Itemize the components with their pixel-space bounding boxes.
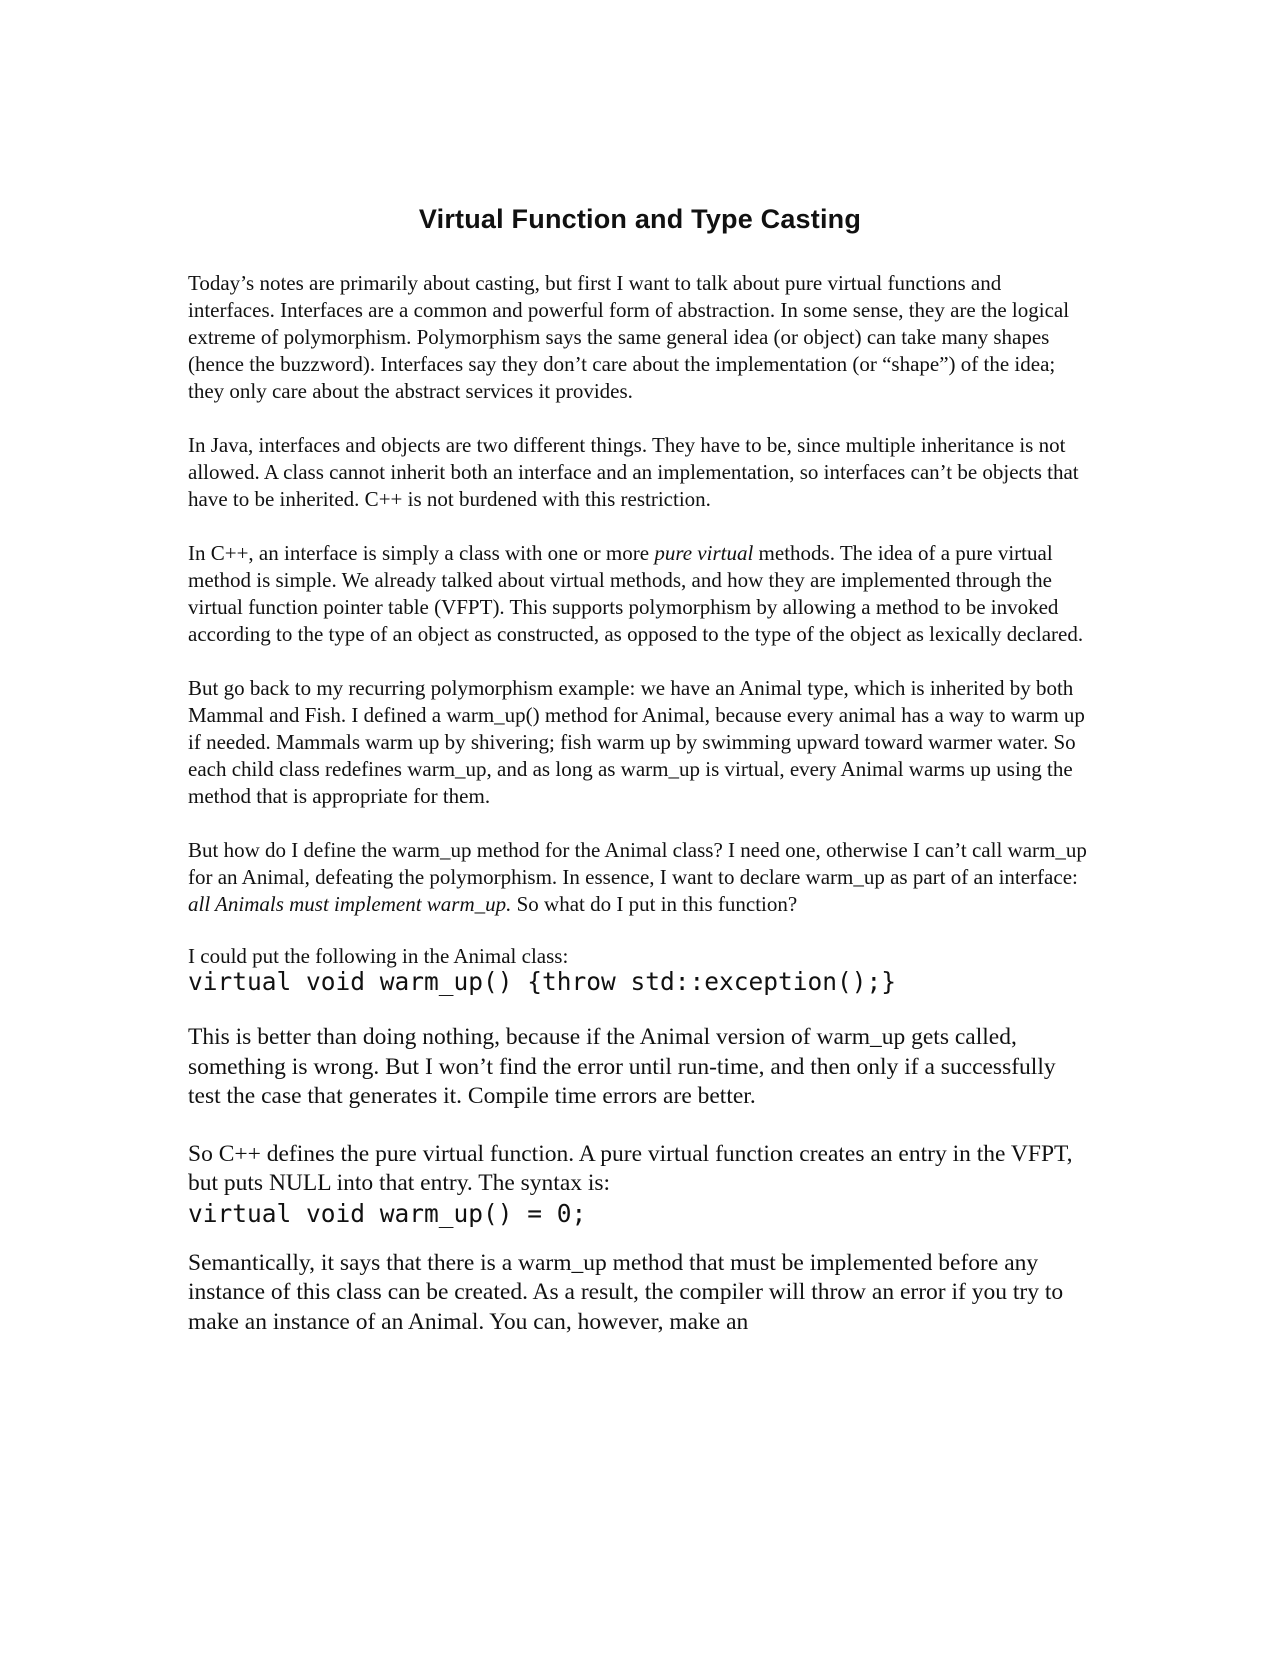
paragraph-runtime-error: This is better than doing nothing, because if the Animal version of warm_up gets called, something is wrong. But I won’t find the error until run-time, and then only if a successfully test the case that generates it. Compile time errors are better.: [188, 1024, 1056, 1109]
document-body: [188, 270, 1088, 1365]
paragraph-polymorphism-example: But go back to my recurring polymorphism example: we have an Animal type, which is inherited by both Mammal and Fish. I defined a warm_up() method for Animal, because every animal has a way to warm up if needed. Mammals warm up by shivering; fish warm up by swimming upward toward warmer water. So each child class redefines warm_up, and as long as warm_up is virtual, every Animal warms up using the method that is appropriate for them.: [188, 676, 1085, 808]
paragraph-intro: Today’s notes are primarily about casting, but first I want to talk about pure virtual functions and interfaces. Interfaces are a common and powerful form of abstraction. In some sense, they are the logical extreme of polymorphism. Polymorphism says the same general idea (or object) can take many shapes (hence the buzzword). Interfaces say they don’t care about the implementation (or “shape”) of the idea; they only care about the abstract services it provides.: [188, 271, 1070, 403]
paragraph-warm-up-question: [188, 837, 1088, 918]
code-snippet-throw: virtual void warm_up() {throw std::exception();}: [188, 967, 897, 996]
paragraph-code-lead: I could put the following in the Animal class:: [188, 944, 569, 968]
emphasis-text: pure virtual: [654, 541, 754, 565]
paragraph-text: In C++, an interface is simply a class with one or more: [188, 541, 655, 565]
paragraph-java-interfaces: In Java, interfaces and objects are two different things. They have to be, since multiple inheritance is not allowed. A class cannot inherit both an interface and an implementation, so interfaces can’t be objects that have to be inherited. C++ is not burdened with this restriction.: [188, 433, 1079, 511]
page-title: Virtual Function and Type Casting: [418, 204, 862, 234]
paragraph-semantics: Semantically, it says that there is a warm_up method that must be implemented before any instance of this class can be created. As a result, the compiler will throw an error if you try to make an instance of an Animal. You can, however, make an: [188, 1249, 1064, 1335]
paragraph-text: So what do I put in this function?: [511, 892, 798, 916]
code-snippet-pure-virtual: virtual void warm_up() = 0;: [188, 1198, 587, 1228]
paragraph-text: But how do I define the warm_up method for the Animal class? I need one, otherwise I can’t call warm_up for an Animal, defeating the polymorphism. In essence, I want to declare warm_up as part of an interface:: [188, 838, 1087, 889]
paragraph-pure-virtual: So C++ defines the pure virtual function. A pure virtual function creates an entry in the VFPT, but puts NULL into that entry. The syntax is:: [188, 1140, 1073, 1196]
emphasis-text: all Animals must implement warm_up.: [188, 892, 512, 916]
paragraph-text: methods. The idea of a pure virtual method is simple. We already talked about virtual methods, and how they are implemented through the virtual function pointer table (VFPT). This supports polymorphism by allowing a method to be invoked according to the type of an object as constructed, as opposed to the type of the object as lexically declared.: [188, 541, 1084, 646]
paragraph-cpp-interfaces: [188, 540, 1088, 648]
